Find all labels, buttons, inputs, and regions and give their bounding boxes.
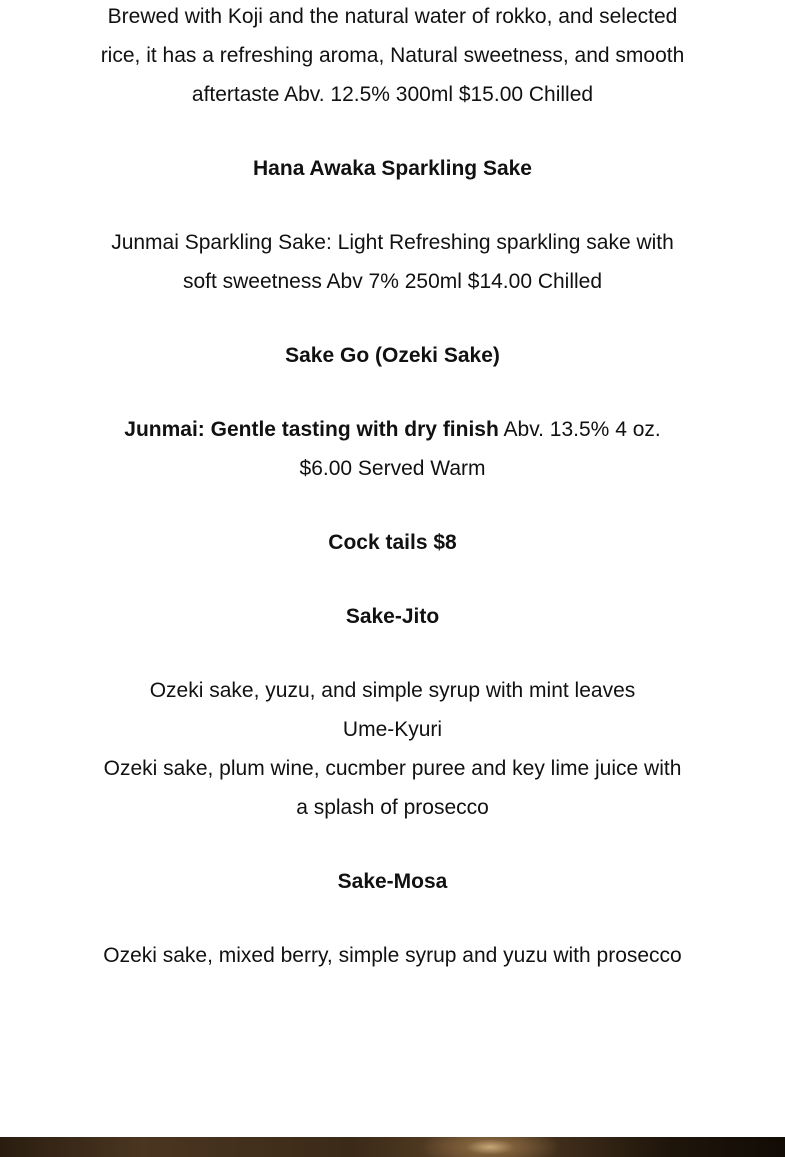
sake-jito-description: Ozeki sake, yuzu, and simple syrup with mint leaves <box>149 679 636 702</box>
sake-go-description-bold: Junmai: Gentle tasting with dry finish <box>124 418 499 441</box>
hana-awaka-description: Junmai Sparkling Sake: Light Refreshing sparkling sake with soft sweetness Abv 7% 250ml $14.00 Chilled <box>111 231 674 293</box>
sake-go-description-rest: Abv. 13.5% 4 oz. $6.00 Served Warm <box>299 418 661 480</box>
sake-jito-title: Sake-Jito <box>345 605 440 628</box>
sake-go-title: Sake Go (Ozeki Sake) <box>285 344 500 367</box>
sake-mosa-title: Sake-Mosa <box>337 870 448 893</box>
cocktails-heading: Cock tails $8 <box>328 531 457 554</box>
hana-awaka-title: Hana Awaka Sparkling Sake <box>253 157 532 180</box>
ume-kyuri-title: Ume-Kyuri <box>342 718 443 741</box>
rokko-sake-description: Brewed with Koji and the natural water of rokko, and selected rice, it has a refreshing aroma, Natural sweetness, and smooth aftertaste Abv. 12.5% 300ml $15.00 Chilled <box>100 5 685 106</box>
drink-menu <box>100 0 685 975</box>
ume-kyuri-description: Ozeki sake, plum wine, cucmber puree and key lime juice with a splash of prosecco <box>103 757 682 819</box>
sake-go-description <box>100 410 685 488</box>
footer-background-image <box>0 1137 785 1157</box>
sake-mosa-description: Ozeki sake, mixed berry, simple syrup and yuzu with prosecco <box>103 944 682 967</box>
